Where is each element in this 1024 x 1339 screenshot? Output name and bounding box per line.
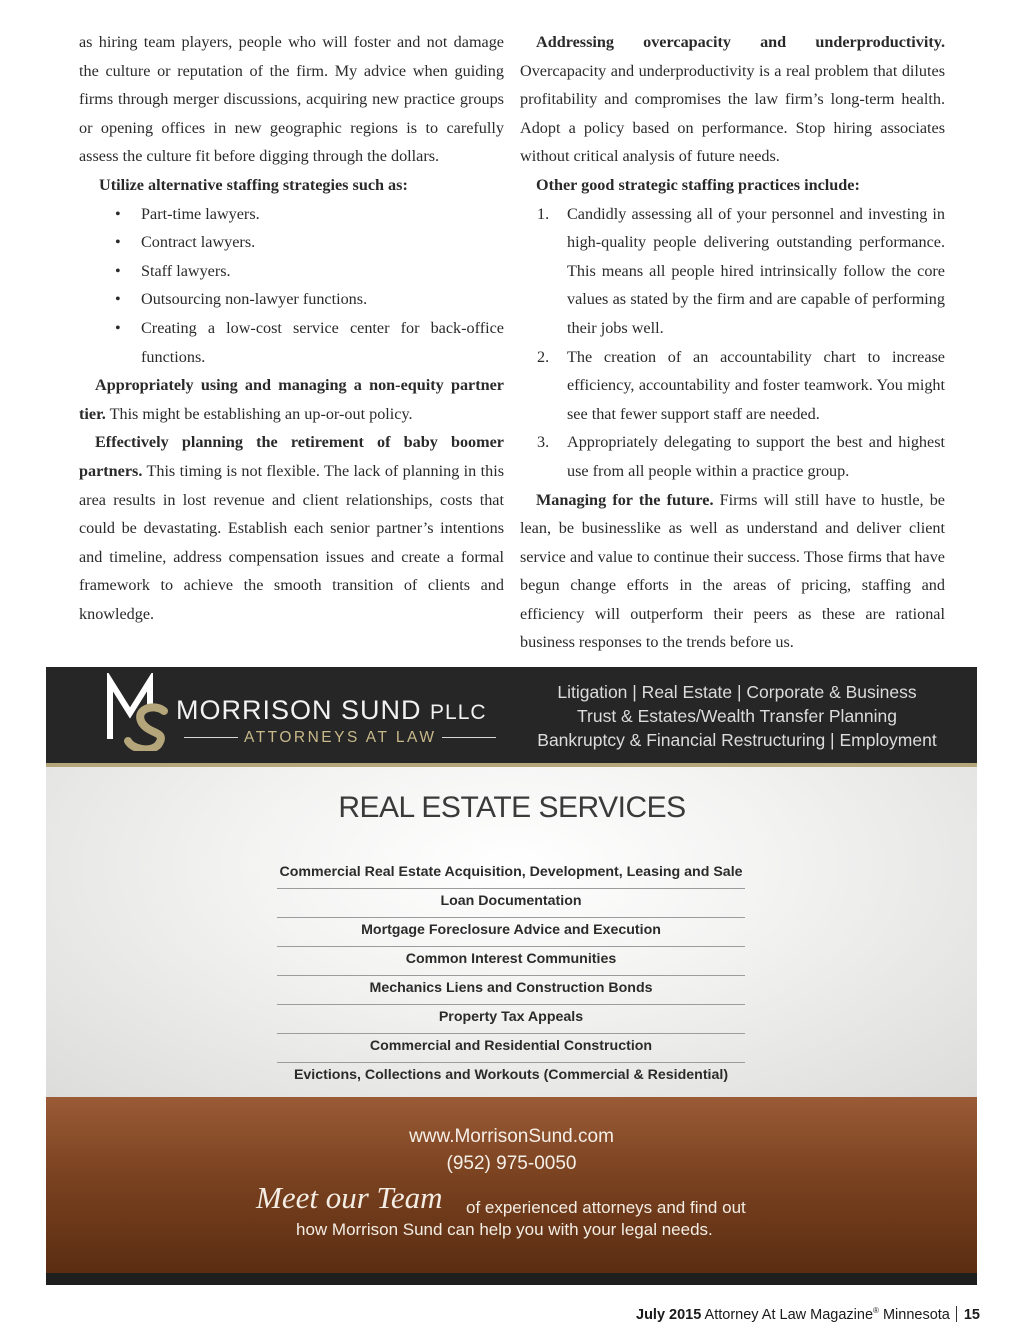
bullet: •	[115, 233, 121, 252]
firm-name: MORRISON SUND PLLC	[176, 695, 487, 725]
retirement-text: This timing is not flexible. The lack of planning in this area results in lost revenue and client relationships, costs that could be devastating. Establish each senior partner’s intentions and timeline, address compensation issues and create a formal framework to achieve the smooth transition of clients and knowledge.	[79, 461, 504, 623]
divider	[277, 917, 745, 918]
ms-logo-icon	[106, 673, 176, 751]
ad-bottom-bar	[46, 1273, 977, 1285]
list-item: 1. Candidly assessing all of your personnel and investing in high-quality people delivering outstanding performance. This means all people hired intrinsically follow the core values as stated by the firm and are capable of performing their jobs well.	[520, 200, 945, 343]
ad-header	[46, 667, 977, 763]
service-item: Common Interest Communities	[405, 951, 617, 967]
nonequity-heading: Appropriately using and managing a non-equity partner tier.	[79, 376, 504, 423]
meet-text-line-2: how Morrison Sund can help you with your legal needs.	[296, 1220, 713, 1239]
practice-areas-line: Trust & Estates/Wealth Transfer Planning	[576, 706, 897, 726]
practices-heading: Other good strategic staffing practices include:	[536, 175, 860, 194]
list-number: 2.	[537, 347, 550, 366]
divider	[277, 1004, 745, 1005]
left-paragraph-1: as hiring team players, people who will foster and not damage the culture or reputation of the firm. My advice when guiding firms through merger discussions, acquiring new practice groups or opening offices in new geographic regions is to carefully assess the culture fit before digging through the dollars.	[79, 33, 504, 166]
divider	[277, 1033, 745, 1034]
page-number: 15	[963, 1307, 980, 1323]
phone-number: (952) 975-0050	[446, 1153, 577, 1174]
morrison-sund-advertisement	[46, 667, 977, 1285]
magazine-name: Attorney At Law Magazine	[704, 1307, 874, 1323]
page-footer	[636, 1306, 980, 1323]
future-paragraph	[520, 486, 945, 658]
future-text: Firms will still have to hustle, be lean, be businesslike as well as understand and deliver client service and value to continue their success. Those firms that have begun change efforts in the areas of pricing, staffing and efficiency will outperform their peers as these are rational business responses to the trends before us.	[520, 490, 945, 652]
list-item: 3. Appropriately delegating to support the best and highest use from all people within a practice group.	[520, 428, 945, 485]
issue-date: July 2015	[636, 1307, 702, 1323]
bullet: •	[115, 204, 121, 223]
region: Minnesota	[882, 1307, 950, 1323]
service-item: Evictions, Collections and Workouts (Commercial & Residential)	[293, 1067, 729, 1083]
registered-mark: ®	[873, 1306, 879, 1316]
meet-text: of experienced attorneys and find out	[466, 1198, 746, 1217]
divider	[277, 1062, 745, 1063]
divider	[277, 946, 745, 947]
practice-areas-line: Litigation | Real Estate | Corporate & Business	[557, 682, 917, 702]
service-item: Commercial Real Estate Acquisition, Development, Leasing and Sale	[279, 864, 743, 880]
right-column	[520, 28, 945, 657]
service-item: Property Tax Appeals	[438, 1009, 584, 1025]
bullet: •	[115, 261, 121, 280]
list-item: • Part-time lawyers.	[79, 200, 504, 229]
list-item: • Staff lawyers.	[79, 257, 504, 286]
service-item: Commercial and Residential Construction	[369, 1038, 653, 1054]
list-item: • Contract lawyers.	[79, 228, 504, 257]
service-item: Mechanics Liens and Construction Bonds	[369, 980, 653, 996]
retirement-paragraph	[79, 428, 504, 628]
nonequity-text: This might be establishing an up-or-out policy.	[105, 404, 413, 423]
list-item: 2. The creation of an accountability chart to increase efficiency, accountability and foster teamwork. You might see that fewer support staff are needed.	[520, 343, 945, 429]
website-link[interactable]: www.MorrisonSund.com	[409, 1126, 614, 1147]
retirement-heading: Effectively planning the retirement of baby boomer partners.	[79, 433, 504, 480]
service-item: Loan Documentation	[440, 893, 582, 909]
left-column	[79, 28, 504, 628]
meet-our-team-script: Meet our Team	[256, 1180, 443, 1215]
bullet: •	[115, 318, 121, 337]
service-item: Mortgage Foreclosure Advice and Execution	[361, 922, 661, 938]
list-item: • Creating a low-cost service center for back-office functions.	[79, 314, 504, 371]
divider	[277, 888, 745, 889]
overcapacity-text: Overcapacity and underproductivity is a real problem that dilutes profitability and compromises the law firm’s long-term health. Adopt a policy based on performance. Stop hiring associates without critical analysis of future needs.	[520, 61, 945, 166]
divider	[184, 737, 238, 738]
alt-staffing-heading: Utilize alternative staffing strategies such as:	[99, 175, 408, 194]
nonequity-paragraph	[79, 371, 504, 428]
firm-tagline: ATTORNEYS AT LAW	[178, 729, 502, 747]
future-heading: Managing for the future.	[536, 490, 714, 509]
practices-list	[520, 200, 945, 486]
practice-areas-line: Bankruptcy & Financial Restructuring | Employment	[537, 730, 937, 750]
overcapacity-heading: Addressing overcapacity and underproductivity.	[536, 33, 945, 51]
list-item: • Outsourcing non-lawyer functions.	[79, 285, 504, 314]
ad-title: REAL ESTATE SERVICES	[338, 791, 686, 824]
divider	[442, 737, 496, 738]
list-number: 1.	[537, 204, 550, 223]
wood-floor-background	[46, 1097, 977, 1273]
alt-staffing-list	[79, 200, 504, 372]
firm-suffix: PLLC	[430, 701, 487, 724]
list-number: 3.	[537, 433, 550, 452]
bullet: •	[115, 290, 121, 309]
divider	[956, 1306, 957, 1322]
overcapacity-paragraph	[520, 28, 945, 171]
divider	[277, 975, 745, 976]
